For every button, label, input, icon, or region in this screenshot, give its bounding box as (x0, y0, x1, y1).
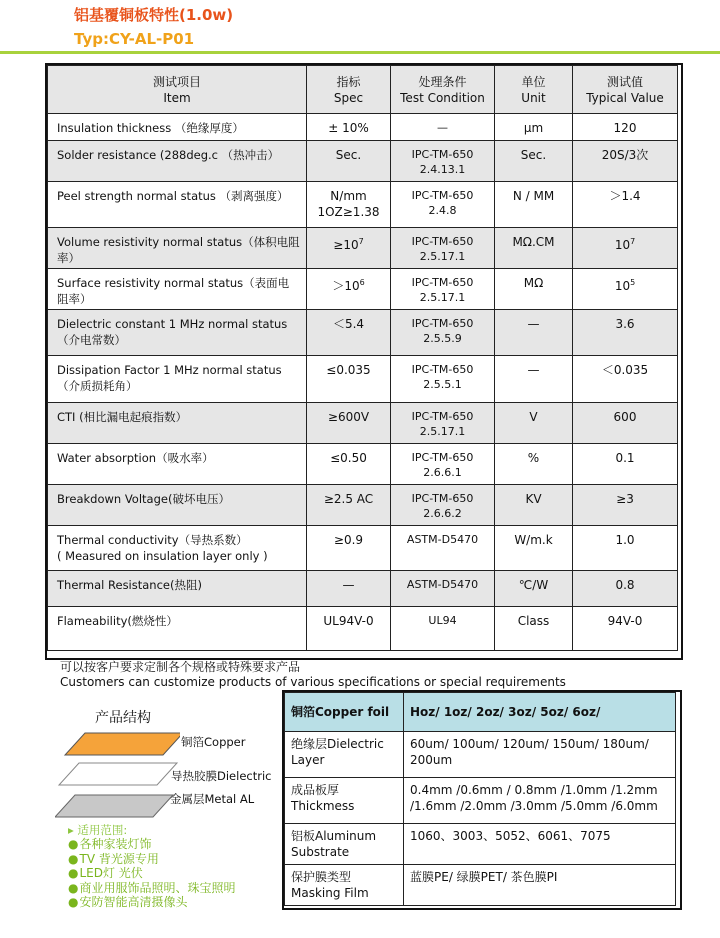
test-condition-cell: IPC-TM-650 2.5.5.1 (391, 356, 495, 403)
table-row (48, 444, 678, 485)
typical-value-cell: 0.8 (573, 571, 678, 607)
table-row (285, 778, 676, 824)
test-condition-cell: ASTM-D5470 (391, 526, 495, 571)
spec-value-cell: ≥0.9 (307, 526, 391, 571)
unit-cell: N / MM (495, 182, 573, 228)
test-condition-cell: IPC-TM-650 2.5.5.9 (391, 310, 495, 356)
list-item: ● 商业用服饰品照明、珠宝照明 (68, 881, 236, 896)
option-value: 60um/ 100um/ 120um/ 150um/ 180um/ 200um (404, 732, 676, 778)
typical-value-cell: ＞1.4 (573, 182, 678, 228)
spec-value-cell: ＜5.4 (307, 310, 391, 356)
test-condition-cell: IPC-TM-650 2.6.6.2 (391, 485, 495, 526)
spec-item-cell: Thermal Resistance(热阻) (48, 571, 307, 607)
custom-note-cn: 可以按客户要求定制各个规格或特殊要求产品 (60, 660, 301, 674)
spec-value-cell: ≤0.50 (307, 444, 391, 485)
option-value: 0.4mm /0.6mm / 0.8mm /1.0mm /1.2mm /1.6mm /2.0mm /3.0mm /5.0mm /6.0mm (404, 778, 676, 824)
typical-value-cell: 0.1 (573, 444, 678, 485)
typical-value-cell: $10^5$ (573, 269, 678, 310)
unit-cell: — (495, 356, 573, 403)
custom-note-en: Customers can customize products of various specifications or special requirements (60, 675, 566, 689)
typical-value-cell: 20S/3次 (573, 141, 678, 182)
typical-value-cell: 120 (573, 114, 678, 141)
spec-item-cell: Dissipation Factor 1 MHz normal status （介质损耗角） (48, 356, 307, 403)
spec-item-cell: Dielectric constant 1 MHz normal status（介电常数） (48, 310, 307, 356)
layer-label-copper: 铜箔Copper (181, 735, 246, 749)
unit-cell: MΩ (495, 269, 573, 310)
options-table (284, 692, 676, 906)
spec-item-cell: Flameability(燃烧性） (48, 607, 307, 651)
spec-item-cell: Insulation thickness （绝缘厚度） (48, 114, 307, 141)
test-condition-cell: — (391, 114, 495, 141)
spec-value-cell: Sec. (307, 141, 391, 182)
table-row (48, 356, 678, 403)
spec-item-cell: Volume resistivity normal status（体积电阻率） (48, 228, 307, 269)
table-row (48, 228, 678, 269)
table-row (48, 485, 678, 526)
col-header-item: 测试项目 Item (48, 66, 307, 114)
test-condition-cell: IPC-TM-650 2.5.17.1 (391, 403, 495, 444)
list-item: ● TV 背光源专用 (68, 852, 236, 867)
typical-value-cell: ≥3 (573, 485, 678, 526)
type-code: Typ:CY-AL-P01 (74, 30, 195, 48)
table-row (48, 571, 678, 607)
unit-cell: W/m.k (495, 526, 573, 571)
list-item: ● 安防智能高清摄像头 (68, 895, 236, 910)
typical-value-cell: ＜0.035 (573, 356, 678, 403)
col-header-condition: 处理条件 Test Condition (391, 66, 495, 114)
spec-value-cell: N/mm 1OZ≥1.38 (307, 182, 391, 228)
spec-value-cell: $\ge 10^7$ (307, 228, 391, 269)
unit-cell: V (495, 403, 573, 444)
unit-cell: MΩ.CM (495, 228, 573, 269)
col-header-spec: 指标 Spec (307, 66, 391, 114)
option-value: 1060、3003、5052、6061、7075 (404, 824, 676, 865)
options-header-row (285, 693, 676, 732)
option-label: 铝板Aluminum Substrate (285, 824, 404, 865)
typical-value-cell: 600 (573, 403, 678, 444)
option-value: 蓝膜PE/ 绿膜PET/ 茶色膜PI (404, 865, 676, 906)
header-divider (0, 51, 720, 54)
structure-title: 产品结构 (95, 710, 151, 726)
unit-cell: ℃/W (495, 571, 573, 607)
layer-stack-diagram (55, 725, 180, 825)
spec-table-header (48, 66, 678, 114)
col-header-unit: 单位 Unit (495, 66, 573, 114)
spec-value-cell: ≥2.5 AC (307, 485, 391, 526)
test-condition-cell: IPC-TM-650 2.4.8 (391, 182, 495, 228)
spec-item-cell: Solder resistance (288deg.c （热冲击） (48, 141, 307, 182)
typical-value-cell: $10^7$ (573, 228, 678, 269)
table-row (48, 182, 678, 228)
dielectric-layer-shape (59, 763, 177, 785)
layer-label-dielectric: 导热胶膜Dielectric (171, 769, 272, 783)
spec-value-cell: ≤0.035 (307, 356, 391, 403)
spec-item-cell: Breakdown Voltage(破坏电压） (48, 485, 307, 526)
metal-layer-shape (55, 795, 173, 817)
table-row (48, 269, 678, 310)
table-row (285, 824, 676, 865)
unit-cell: — (495, 310, 573, 356)
test-condition-cell: ASTM-D5470 (391, 571, 495, 607)
spec-value-cell: UL94V-0 (307, 607, 391, 651)
test-condition-cell: UL94 (391, 607, 495, 651)
spec-item-cell: Peel strength normal status （剥离强度） (48, 182, 307, 228)
table-row (48, 114, 678, 141)
table-row (48, 403, 678, 444)
unit-cell: Sec. (495, 141, 573, 182)
spec-item-cell: Surface resistivity normal status（表面电阻率） (48, 269, 307, 310)
table-row (48, 607, 678, 651)
spec-value-cell: ≥600V (307, 403, 391, 444)
test-condition-cell: IPC-TM-650 2.6.6.1 (391, 444, 495, 485)
unit-cell: KV (495, 485, 573, 526)
unit-cell: μm (495, 114, 573, 141)
spec-item-cell: Thermal conductivity（导热系数） ( Measured on insulation layer only ) (48, 526, 307, 571)
unit-cell: % (495, 444, 573, 485)
table-row (285, 865, 676, 906)
test-condition-cell: IPC-TM-650 2.4.13.1 (391, 141, 495, 182)
test-condition-cell: IPC-TM-650 2.5.17.1 (391, 228, 495, 269)
spec-value-cell: ± 10% (307, 114, 391, 141)
option-label: 绝缘层Dielectric Layer (285, 732, 404, 778)
table-row (48, 310, 678, 356)
options-header-value: Hoz/ 1oz/ 2oz/ 3oz/ 5oz/ 6oz/ (404, 693, 676, 732)
page-title: 铝基覆铜板特性(1.0w) (74, 6, 234, 24)
table-row (48, 526, 678, 571)
unit-cell: Class (495, 607, 573, 651)
layer-label-metal: 金属层Metal AL (170, 792, 255, 806)
list-item: ● LED灯 光伏 (68, 866, 236, 881)
applications-title: ▸ 适用范围: (68, 823, 128, 837)
spec-value-cell: — (307, 571, 391, 607)
table-row (285, 732, 676, 778)
spec-table (47, 65, 678, 651)
table-row (48, 141, 678, 182)
spec-item-cell: CTI (相比漏电起痕指数） (48, 403, 307, 444)
option-label: 成品板厚 Thickmess (285, 778, 404, 824)
test-condition-cell: IPC-TM-650 2.5.17.1 (391, 269, 495, 310)
copper-layer-shape (65, 733, 180, 755)
spec-value-cell: $>10^6$ (307, 269, 391, 310)
applications-list (68, 837, 236, 910)
typical-value-cell: 1.0 (573, 526, 678, 571)
option-label: 保护膜类型 Masking Film (285, 865, 404, 906)
typical-value-cell: 94V-0 (573, 607, 678, 651)
options-header-label: 铜箔Copper foil (285, 693, 404, 732)
list-item: ● 各种家装灯饰 (68, 837, 236, 852)
spec-item-cell: Water absorption（吸水率） (48, 444, 307, 485)
typical-value-cell: 3.6 (573, 310, 678, 356)
col-header-value: 测试值 Typical Value (573, 66, 678, 114)
